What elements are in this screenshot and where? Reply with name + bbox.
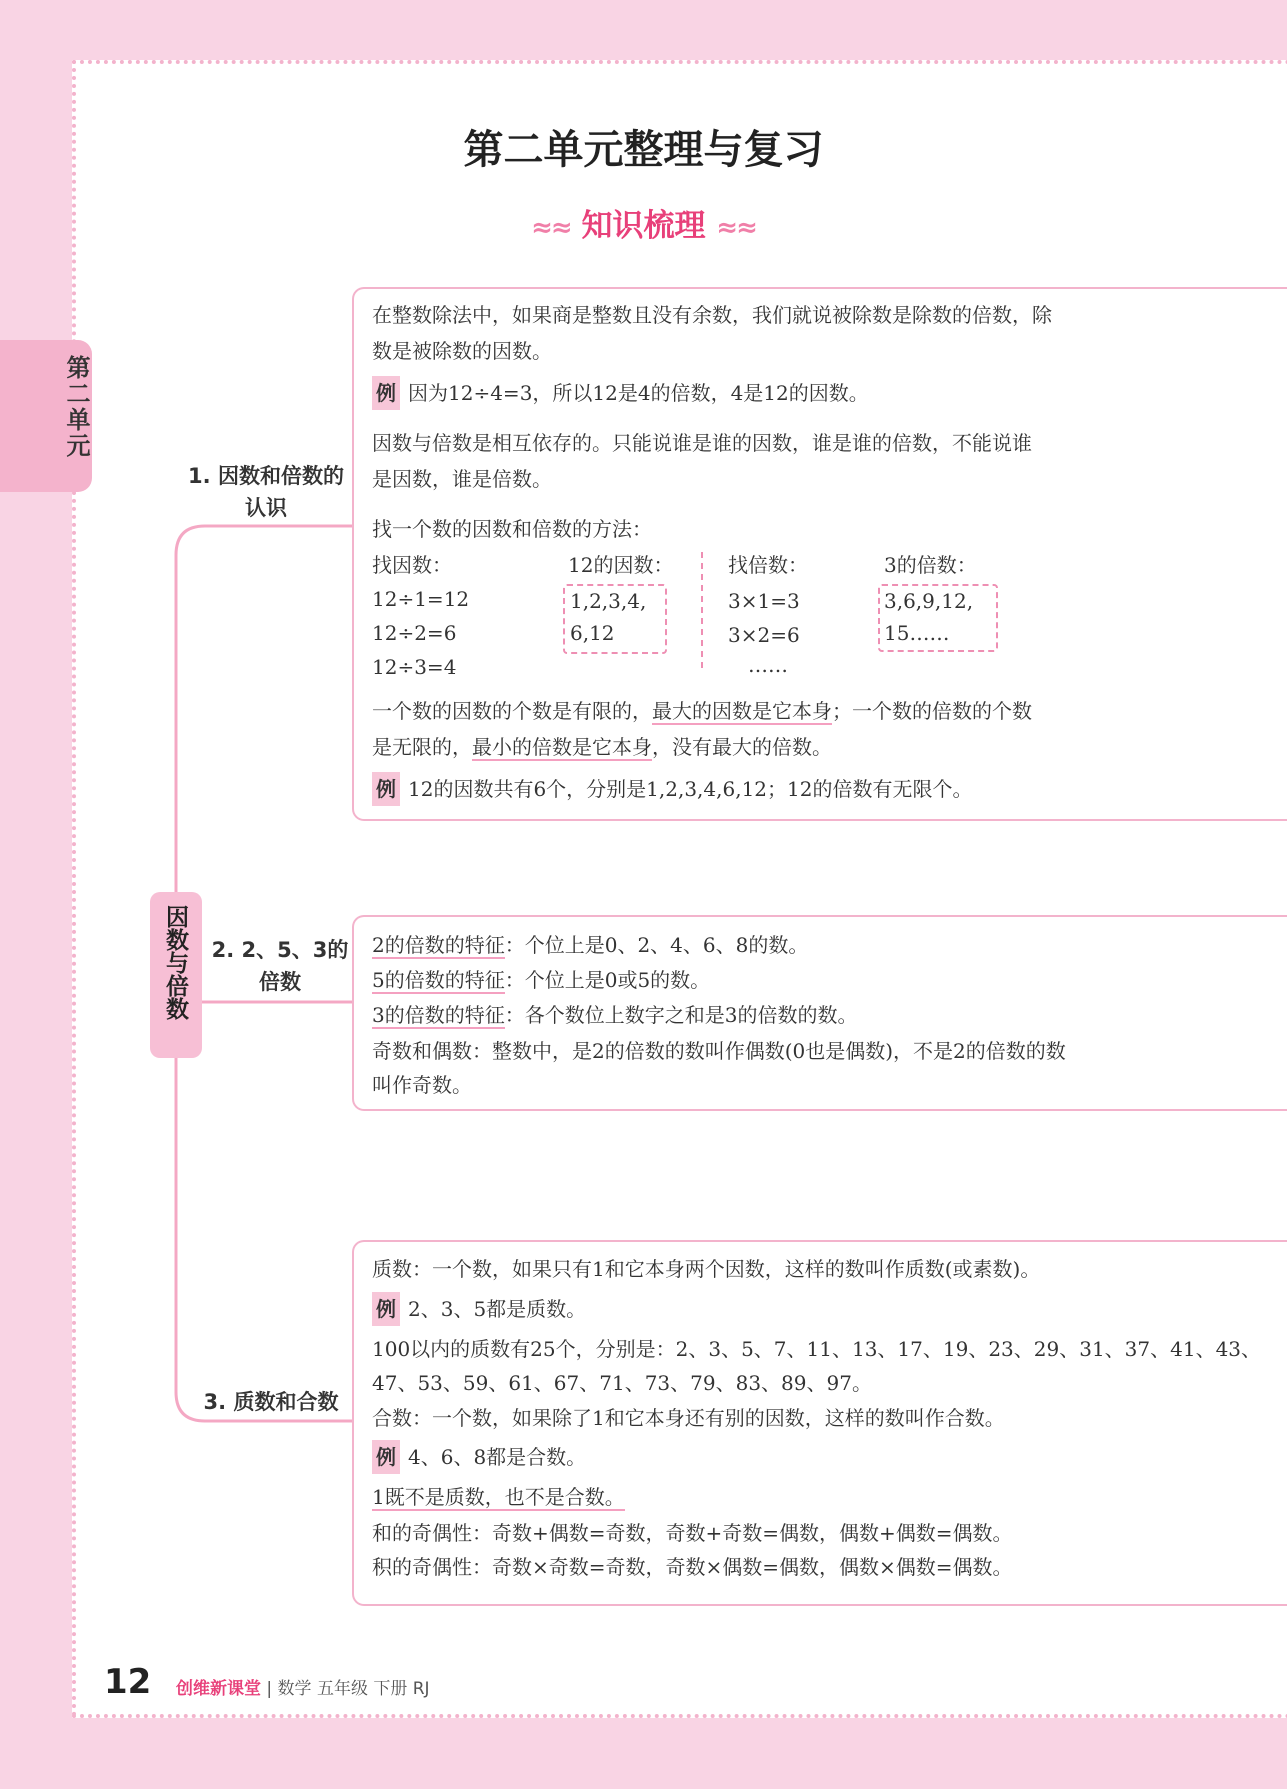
- footer-brand: 创维新课堂: [176, 1679, 261, 1699]
- multiple-list-a: 3,6,9,12,: [884, 589, 974, 613]
- s3-line3: 合数：一个数，如果除了1和它本身还有别的因数，这样的数叫作合数。: [372, 1406, 1005, 1430]
- branch-prime-composite: 3. 质数和合数: [203, 1390, 339, 1414]
- s1-para3a-pre: 一个数的因数的个数是有限的，: [372, 699, 652, 723]
- s2-line1: [372, 928, 808, 962]
- s3-line2b: 47、53、59、61、67、71、73、79、83、89、97。: [372, 1371, 872, 1395]
- factor-eq-3: 12÷3=4: [372, 655, 457, 679]
- s1-para3b-post: ，没有最大的倍数。: [652, 735, 832, 759]
- factor-heading: 12的因数：: [568, 553, 674, 577]
- footer-book-info: | 数学 五年级 下册 RJ: [266, 1679, 430, 1699]
- multiple-eq-1: 3×1=3: [728, 589, 800, 613]
- s1-para2a: 因数与倍数是相互依存的。只能说谁是谁的因数，谁是谁的倍数，不能说谁: [372, 431, 1032, 455]
- page-number: 12: [104, 1662, 152, 1702]
- s1-example1-text: 因为12÷4=3，所以12是4的倍数，4是12的因数。: [408, 381, 869, 405]
- wave-left-icon: ≈≈: [531, 213, 571, 243]
- s1-para1a: 在整数除法中，如果商是整数且没有余数，我们就说被除数是除数的倍数，除: [372, 303, 1052, 327]
- s2-line1-highlight: 2的倍数的特征: [372, 933, 505, 957]
- s1-para2b: 是因数，谁是倍数。: [372, 467, 552, 491]
- section-subtitle: [0, 200, 1287, 245]
- find-multiple-label: 找倍数：: [728, 553, 808, 577]
- factor-list-a: 1,2,3,4,: [570, 589, 647, 613]
- page-title: 第二单元整理与复习: [463, 127, 824, 173]
- s3-example1-text: 2、3、5都是质数。: [408, 1297, 587, 1321]
- method-divider: [700, 552, 704, 672]
- find-factor-label: 找因数：: [372, 553, 452, 577]
- s2-line2: [372, 963, 710, 997]
- s1-para3a-highlight: 最大的因数是它本身: [652, 699, 832, 723]
- s1-method-title: 找一个数的因数和倍数的方法：: [372, 517, 652, 541]
- s3-line5: 和的奇偶性：奇数+偶数=奇数，奇数+奇数=偶数，偶数+偶数=偶数。: [372, 1521, 1013, 1545]
- s2-line4: 奇数和偶数：整数中，是2的倍数的数叫作偶数(0也是偶数)，不是2的倍数的数: [372, 1039, 1066, 1063]
- s1-para3b: [372, 730, 832, 764]
- s2-line3: [372, 998, 857, 1032]
- example-badge: 例: [372, 772, 400, 806]
- wave-right-icon: ≈≈: [716, 213, 756, 243]
- s3-example2: [372, 1440, 586, 1474]
- example-badge: 例: [372, 376, 400, 410]
- s1-para1b: 数是被除数的因数。: [372, 339, 552, 363]
- s3-line4: [372, 1480, 625, 1514]
- s2-line2-text: ：个位上是0或5的数。: [504, 968, 711, 992]
- factor-eq-2: 12÷2=6: [372, 621, 457, 645]
- multiple-eq-3: ……: [748, 653, 788, 677]
- s2-line3-text: ：各个数位上数字之和是3的倍数的数。: [504, 1003, 858, 1027]
- s3-example2-text: 4、6、8都是合数。: [408, 1445, 587, 1469]
- side-tab-label: 第二单元: [62, 355, 90, 459]
- s3-example1: [372, 1292, 586, 1326]
- example-badge: 例: [372, 1440, 400, 1474]
- s2-line5: 叫作奇数。: [372, 1073, 472, 1097]
- factor-eq-1: 12÷1=12: [372, 587, 470, 611]
- s3-line6: 积的奇偶性：奇数×奇数=奇数，奇数×偶数=偶数，偶数×偶数=偶数。: [372, 1555, 1013, 1579]
- s1-example2-text: 12的因数共有6个，分别是1,2,3,4,6,12；12的倍数有无限个。: [408, 777, 973, 801]
- multiple-heading: 3的倍数：: [884, 553, 977, 577]
- s1-para3b-pre: 是无限的，: [372, 735, 472, 759]
- s1-para3b-highlight: 最小的倍数是它本身: [472, 735, 652, 759]
- footer-info: [176, 1674, 430, 1699]
- s2-line1-text: ：个位上是0、2、4、6、8的数。: [504, 933, 809, 957]
- factor-list-b: 6,12: [570, 621, 615, 645]
- s3-line2a: 100以内的质数有25个，分别是：2、3、5、7、11、13、17、19、23、29、31、37、41、43、: [372, 1337, 1262, 1361]
- subtitle-text: 知识梳理: [581, 208, 706, 244]
- s1-para3a-post: ；一个数的倍数的个数: [832, 699, 1032, 723]
- s2-line2-highlight: 5的倍数的特征: [372, 968, 505, 992]
- s3-line4-highlight: 1既不是质数，也不是合数。: [372, 1485, 625, 1509]
- multiple-list-b: 15……: [884, 621, 950, 645]
- s1-para3a: [372, 694, 1032, 728]
- s1-example1: [372, 376, 869, 410]
- branch-factors-multiples: 1. 因数和倍数的认识: [188, 464, 344, 520]
- root-topic: 因数与倍数: [162, 905, 188, 1020]
- s1-example2: [372, 772, 972, 806]
- s3-line1: 质数：一个数，如果只有1和它本身两个因数，这样的数叫作质数(或素数)。: [372, 1257, 1041, 1281]
- multiple-eq-2: 3×2=6: [728, 623, 800, 647]
- s2-line3-highlight: 3的倍数的特征: [372, 1003, 505, 1027]
- example-badge: 例: [372, 1292, 400, 1326]
- branch-multiples-253: 2. 2、5、3的倍数: [211, 938, 349, 994]
